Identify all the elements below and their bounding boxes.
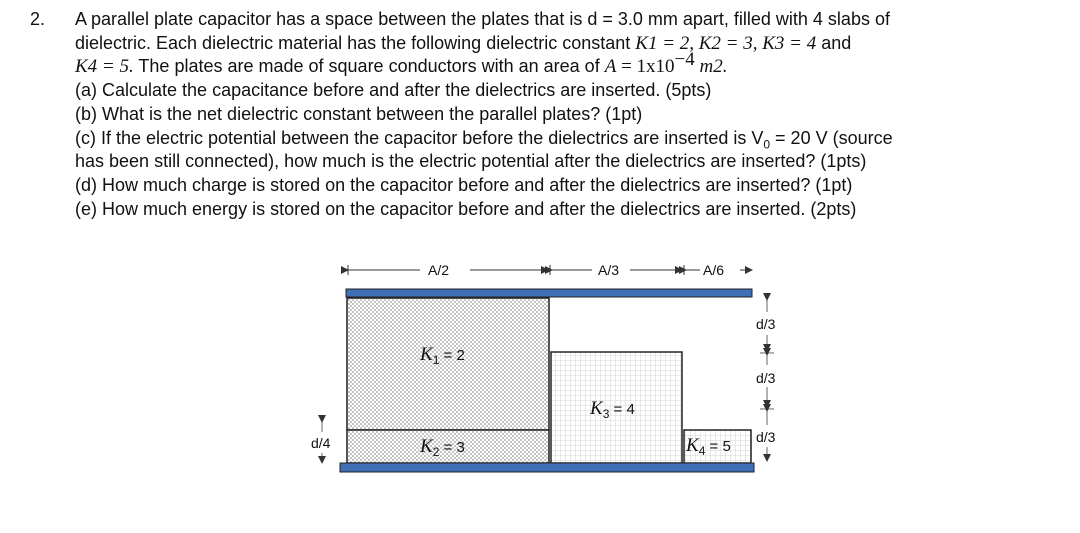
k-subscript: 4 <box>698 444 706 458</box>
label-k4 <box>686 435 731 458</box>
text-line-3 <box>75 49 1065 79</box>
area-symbol: A <box>604 56 617 78</box>
text-line-7 <box>75 150 1065 174</box>
k-value: = 3 <box>439 439 465 456</box>
text-line-8 <box>75 174 1065 198</box>
text-line-9 <box>75 198 1065 222</box>
line-text: (a) Calculate the capacitance before and after the dielectrics are inserted. (5pts) <box>75 80 712 101</box>
label-right-d3-bottom: d/3 <box>756 429 776 445</box>
text-line-4 <box>75 79 1065 103</box>
line-text: (b) What is the net dielectric constant between the parallel plates? (1pt) <box>75 103 643 124</box>
k-value: = 4 <box>609 401 635 418</box>
k-subscript: 3 <box>602 407 610 421</box>
k-subscript: 1 <box>432 353 440 367</box>
k-symbol: K <box>590 398 603 419</box>
line-text: (e) How much energy is stored on the capacitor before and after the dielectrics are inserted. (2pts) <box>75 198 857 219</box>
area-value: 1x10 <box>636 56 675 78</box>
bottom-plate <box>340 463 754 472</box>
k-symbol: K <box>420 344 433 365</box>
capacitor-figure <box>300 255 800 525</box>
line-text: has been still connected), how much is the electric potential after the dielectrics are inserted? (1pts) <box>75 151 867 172</box>
capacitor-diagram <box>300 255 800 525</box>
text-line-6 <box>75 127 1065 151</box>
label-k1 <box>420 344 465 367</box>
line-text: = 20 V (source <box>770 127 893 148</box>
top-plate <box>346 289 752 297</box>
k-symbol: K <box>420 436 433 457</box>
label-a-half: A/2 <box>428 262 450 278</box>
line-text: and <box>816 32 852 53</box>
k-value: = 5 <box>705 438 731 455</box>
text-line-5 <box>75 103 1065 127</box>
label-a-sixth: A/6 <box>703 262 725 278</box>
k-subscript: 2 <box>432 445 440 459</box>
k-value: = 2 <box>439 347 465 364</box>
area-exponent: −4 <box>674 49 695 71</box>
label-a-third: A/3 <box>598 262 620 278</box>
dielectric-constants: K1 = 2, K2 = 3, K3 = 4 <box>635 32 817 54</box>
v0-subscript: 0 <box>763 137 771 152</box>
label-right-d3-middle: d/3 <box>756 370 776 386</box>
area-unit: m2. <box>694 56 728 78</box>
slab-k1 <box>347 298 549 430</box>
k4-value: K4 = 5. <box>75 56 134 78</box>
line-text: (c) If the electric potential between the capacitor before the dielectrics are inserted is V <box>75 127 764 148</box>
line-text: A parallel plate capacitor has a space between the plates that is d = 3.0 mm apart, filled with 4 slabs of <box>75 9 890 29</box>
top-dimension-arrows <box>348 265 752 275</box>
k-symbol: K <box>686 435 699 456</box>
text-line-1 <box>75 8 1065 32</box>
equals: = <box>616 56 637 78</box>
problem-number: 2. <box>30 9 46 29</box>
text-line-2 <box>75 32 1065 56</box>
problem-text <box>75 8 1065 221</box>
label-left-d4: d/4 <box>311 435 331 451</box>
label-k3 <box>590 398 635 421</box>
line-text: (d) How much charge is stored on the capacitor before and after the dielectrics are inserted? (1pt) <box>75 174 853 195</box>
line-text: The plates are made of square conductors with an area of <box>133 56 605 77</box>
label-right-d3-top: d/3 <box>756 316 776 332</box>
line-text: dielectric. Each dielectric material has the following dielectric constant <box>75 32 636 53</box>
label-k2 <box>420 436 465 459</box>
